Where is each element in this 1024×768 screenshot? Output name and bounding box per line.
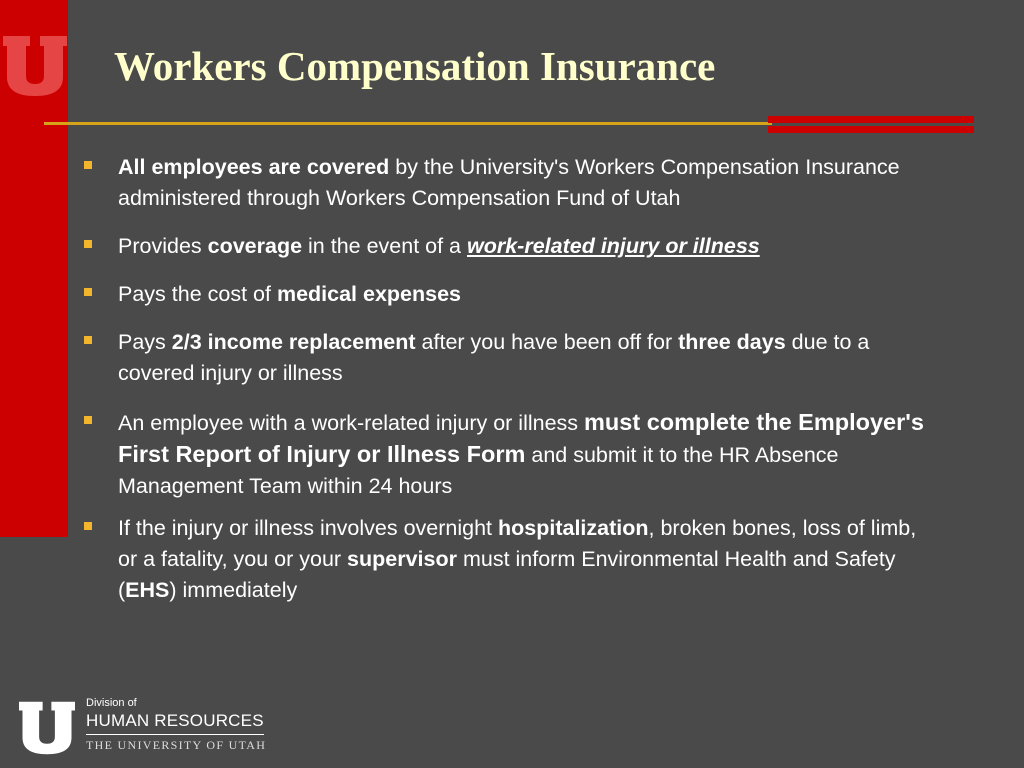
footer-university-label: THE UNIVERSITY OF UTAH	[86, 738, 267, 752]
red-accent-bar-top	[768, 116, 974, 123]
bullet-text: Pays	[118, 330, 172, 354]
bullet-emphasis: EHS	[125, 578, 170, 602]
red-accent-bar-bottom	[768, 126, 974, 133]
bullet-emphasis: three days	[678, 330, 786, 354]
work-related-injury-link[interactable]: work-related injury or illness	[467, 234, 760, 258]
bullet-item	[80, 231, 940, 262]
bullet-emphasis: 2/3 income replacement	[171, 330, 416, 354]
bullet-emphasis: medical expenses	[276, 282, 462, 306]
bullet-emphasis: supervisor	[347, 547, 457, 571]
title-divider	[44, 122, 772, 125]
bullet-emphasis: All employees are covered	[118, 155, 390, 179]
bullet-text: and submit it to the HR Absence Management Team within 24 hours	[118, 443, 839, 498]
bullet-marker-icon	[84, 288, 92, 296]
bullet-item	[80, 407, 940, 502]
bullet-marker-icon	[84, 240, 92, 248]
bullet-marker-icon	[84, 161, 92, 169]
bullet-text: by the University's Workers Compensation Insurance administered through Workers Compensation Fund of Utah	[118, 155, 900, 210]
footer-department-label: HUMAN RESOURCES	[86, 711, 264, 730]
bullet-text: must inform Environmental Health and Safety (	[118, 547, 896, 602]
bullet-text: Pays the cost of	[118, 282, 277, 306]
bullet-item	[80, 513, 940, 606]
footer-u-logo-icon	[17, 700, 77, 756]
bullet-text: If the injury or illness involves overnight	[118, 516, 499, 540]
bullet-text: An employee with a work-related injury or illness	[118, 411, 585, 435]
bullet-marker-icon	[84, 336, 92, 344]
bullet-item	[80, 327, 940, 389]
bullet-emphasis: must complete the Employer's First Report of Injury or Illness Form	[118, 409, 924, 467]
bullet-item	[80, 152, 940, 214]
bullet-text: in the event of a	[302, 234, 467, 258]
bullet-item	[80, 279, 940, 310]
university-u-logo-icon	[2, 34, 68, 98]
bullet-emphasis: hospitalization	[498, 516, 649, 540]
bullet-text: Provides	[118, 234, 208, 258]
footer-divider	[86, 734, 264, 735]
bullet-list	[80, 152, 940, 606]
bullet-marker-icon	[84, 522, 92, 530]
footer-branding	[86, 697, 266, 752]
bullet-text: due to a covered injury or illness	[118, 330, 870, 385]
bullet-emphasis: coverage	[207, 234, 303, 258]
bullet-text: ) immediately	[169, 578, 298, 602]
slide-title: Workers Compensation Insurance	[114, 43, 716, 89]
bullet-text: after you have been off for	[415, 330, 679, 354]
bullet-text: , broken bones, loss of limb, or a fatality, you or your	[118, 516, 917, 571]
footer-division-label: Division of	[86, 697, 137, 709]
bullet-marker-icon	[84, 416, 92, 424]
